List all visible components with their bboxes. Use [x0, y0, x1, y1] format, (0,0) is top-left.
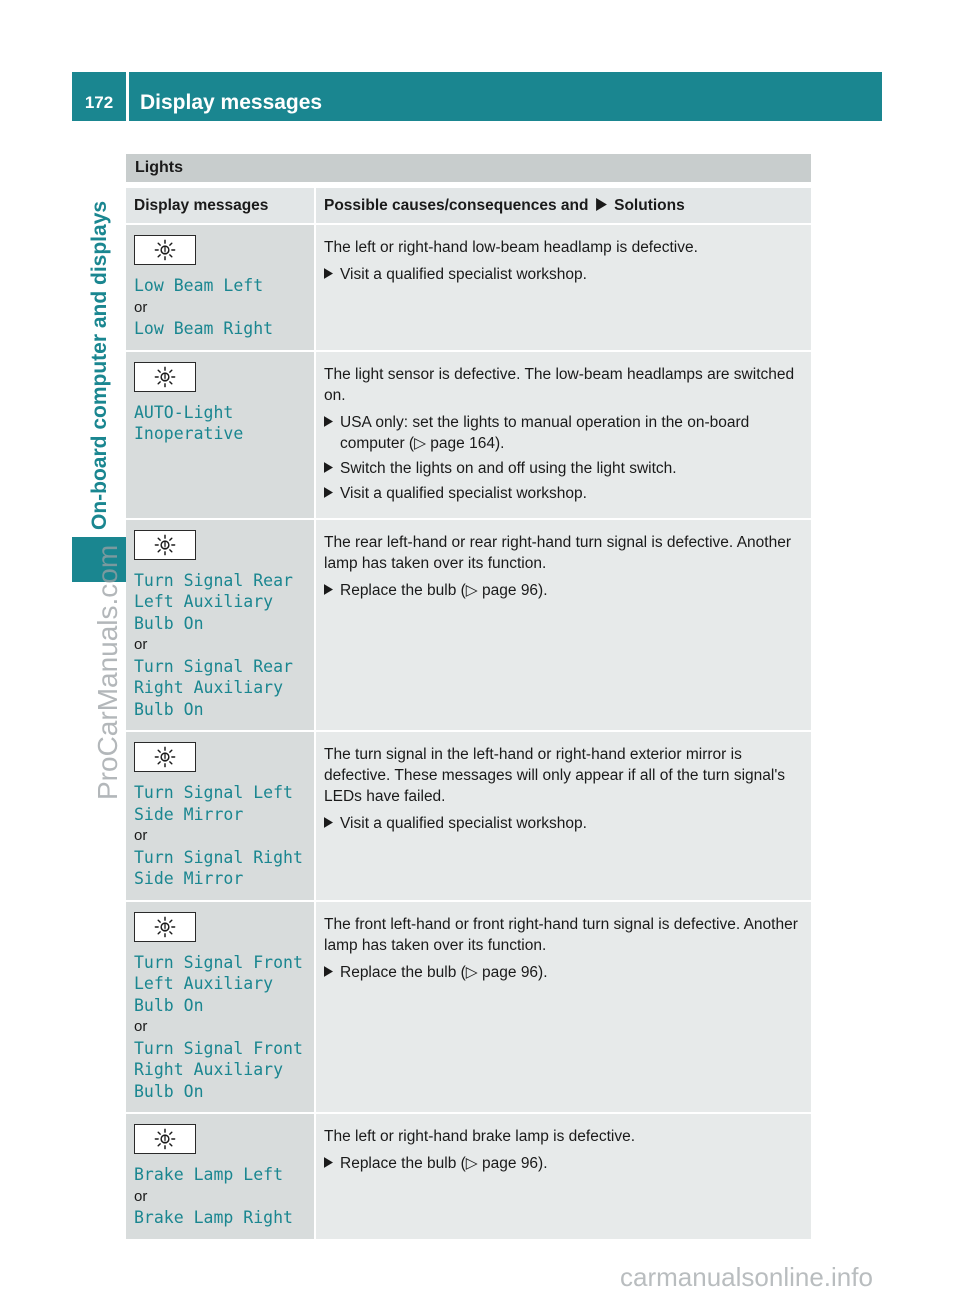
- display-messages-table: [126, 188, 811, 1241]
- bulb-warning-icon: [134, 530, 196, 560]
- message-text-alt: Turn Signal Rear Right Auxiliary Bulb On: [134, 656, 293, 719]
- bulb-warning-icon: [134, 742, 196, 772]
- arrow-right-icon: [324, 483, 340, 504]
- arrow-right-icon: [324, 264, 340, 285]
- side-section-label: On-board computer and displays: [88, 200, 111, 530]
- message-text-alt: Low Beam Right: [134, 319, 274, 338]
- or-text: or: [134, 298, 148, 316]
- solution-cell: [316, 902, 811, 1115]
- message-text: Turn Signal Rear Left Auxiliary Bulb On: [134, 570, 293, 633]
- or-text: or: [134, 1018, 148, 1035]
- table-row: [126, 225, 811, 352]
- solution-step: [324, 264, 803, 285]
- solution-cell: [316, 732, 811, 902]
- bulb-warning-icon: [134, 235, 196, 265]
- step-text: Replace the bulb (▷ page 96).: [340, 963, 548, 981]
- page-title: Display messages: [140, 91, 323, 114]
- col-solutions-suffix: Solutions: [614, 196, 685, 214]
- solution-step: [324, 580, 803, 601]
- solution-cell: [316, 520, 811, 733]
- solution-cell: [316, 225, 811, 352]
- table-header-row: [126, 188, 811, 225]
- table-row: [126, 520, 811, 733]
- section-title: Lights: [126, 154, 811, 182]
- table-row: [126, 352, 811, 520]
- or-text: or: [134, 1187, 148, 1205]
- message-cell: [126, 225, 316, 352]
- message-text-alt: Turn Signal Front Right Auxiliary Bulb On: [134, 1038, 303, 1101]
- message-cell: [126, 352, 316, 520]
- step-text: Visit a qualified specialist workshop.: [340, 266, 587, 283]
- cause-text: The left or right-hand brake lamp is defective.: [324, 1128, 636, 1145]
- watermark-bottom: carmanualsonline.info: [620, 1262, 873, 1292]
- table-row: [126, 902, 811, 1115]
- cause-text: The front left-hand or front right-hand turn signal is defective. Another lamp has taken over its function.: [324, 915, 798, 954]
- watermark-left: ProCarManuals.com: [92, 544, 123, 800]
- table-row: [126, 1114, 811, 1241]
- message-text-alt: Turn Signal Right Side Mirror: [134, 847, 303, 888]
- cause-text: The turn signal in the left-hand or right-hand exterior mirror is defective. These messages will only appear if all of the turn signal's LEDs have failed.: [324, 746, 786, 805]
- solution-cell: [316, 1114, 811, 1241]
- step-text: Replace the bulb (▷ page 96).: [340, 581, 548, 599]
- message-text: Brake Lamp Left: [134, 1165, 284, 1184]
- step-text: Visit a qualified specialist workshop.: [340, 484, 587, 502]
- or-text: or: [134, 827, 148, 844]
- arrow-right-icon: [324, 412, 340, 454]
- arrow-right-icon: [324, 813, 340, 834]
- step-text: USA only: set the lights to manual operation in the on-board computer (▷ page 164).: [340, 413, 750, 452]
- or-text: or: [134, 636, 148, 653]
- col-causes-solutions: [316, 188, 811, 225]
- solution-step: [324, 962, 803, 983]
- solution-step: [324, 1153, 803, 1174]
- solution-step: [324, 458, 803, 479]
- arrow-right-icon: [324, 962, 340, 983]
- bulb-warning-icon: [134, 1124, 196, 1154]
- cause-text: The light sensor is defective. The low-beam headlamps are switched on.: [324, 365, 795, 404]
- bulb-warning-icon: [134, 362, 196, 392]
- cause-text: The left or right-hand low-beam headlamp is defective.: [324, 239, 698, 256]
- header-divider: [126, 72, 129, 121]
- step-text: Switch the lights on and off using the light switch.: [340, 459, 677, 477]
- solutions-arrow-icon: [596, 198, 607, 211]
- step-text: Visit a qualified specialist workshop.: [340, 815, 587, 832]
- message-cell: [126, 520, 316, 733]
- message-text-alt: Brake Lamp Right: [134, 1208, 293, 1227]
- solution-cell: [316, 352, 811, 520]
- message-text: Turn Signal Left Side Mirror: [134, 783, 293, 824]
- message-text: Low Beam Left: [134, 276, 264, 295]
- cause-text: The rear left-hand or rear right-hand turn signal is defective. Another lamp has taken over its function.: [324, 533, 791, 572]
- arrow-right-icon: [324, 580, 340, 601]
- col-causes-prefix: Possible causes/consequences and: [324, 196, 589, 214]
- bulb-warning-icon: [134, 912, 196, 942]
- col-display-messages: Display messages: [126, 188, 316, 225]
- message-text: AUTO-Light Inoperative: [134, 402, 244, 443]
- page-number: 172: [84, 93, 114, 112]
- table-row: [126, 732, 811, 902]
- arrow-right-icon: [324, 1153, 340, 1174]
- solution-step: [324, 412, 803, 454]
- message-text: Turn Signal Front Left Auxiliary Bulb On: [134, 952, 303, 1015]
- message-cell: [126, 732, 316, 902]
- arrow-right-icon: [324, 458, 340, 479]
- message-cell: [126, 902, 316, 1115]
- solution-step: [324, 813, 803, 834]
- message-cell: [126, 1114, 316, 1241]
- step-text: Replace the bulb (▷ page 96).: [340, 1155, 548, 1172]
- solution-step: [324, 483, 803, 504]
